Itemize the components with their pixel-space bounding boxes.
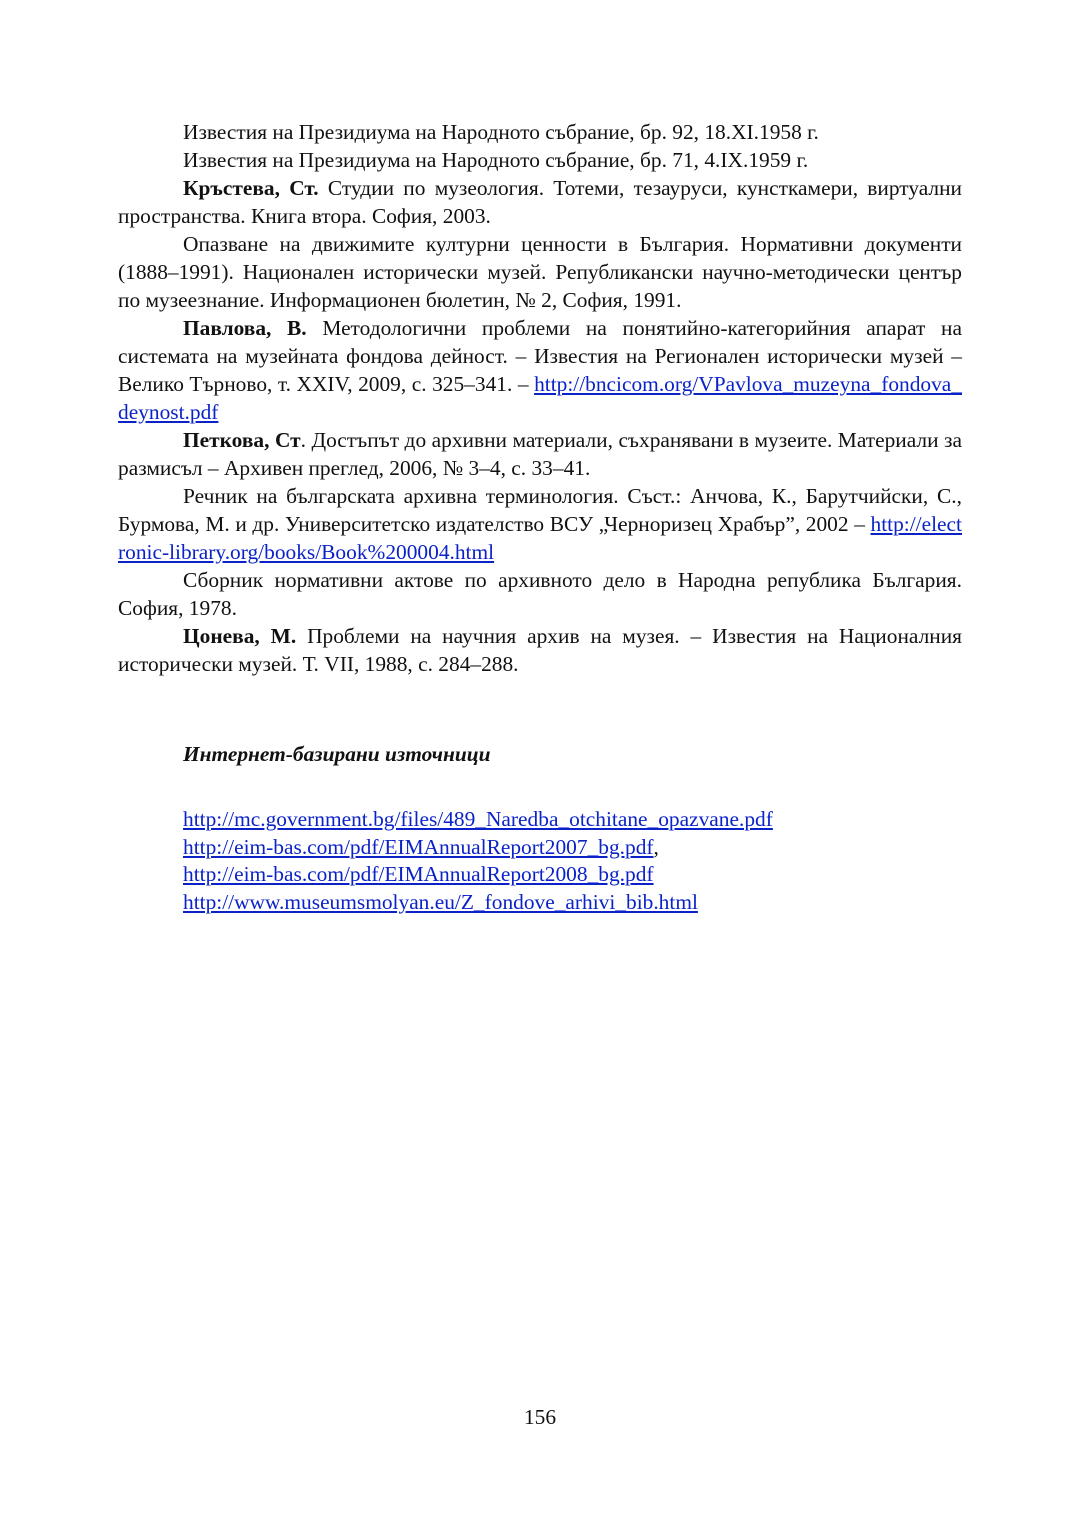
reference-text: Сборник нормативни актове по архивното дело в Народна република България. София, 1978. bbox=[118, 568, 962, 620]
reference-text: Студии по музеология. Тотеми, тезауруси, кунсткамери, виртуални пространства. Книга втора. София, 2003. bbox=[118, 176, 962, 228]
reference-author: Цонева, М. bbox=[183, 624, 297, 648]
reference-text: Речник на българската архивна терминология. Съст.: Анчова, К., Барутчийски, С., Бурмова, М. и др. Университетско издателство ВСУ „Черноризец Храбър”, 2002 – bbox=[118, 484, 962, 536]
reference-entry bbox=[118, 118, 962, 146]
list-item bbox=[183, 834, 962, 862]
list-item bbox=[183, 889, 962, 917]
page-number: 156 bbox=[523, 1405, 557, 1429]
reference-text: Известия на Президиума на Народното събрание, бр. 92, 18.XI.1958 г. bbox=[183, 120, 819, 144]
list-item bbox=[183, 806, 962, 834]
source-link[interactable]: http://www.museumsmolyan.eu/Z_fondove_arhivi_bib.html bbox=[183, 889, 698, 914]
reference-author: Кръстева, Ст. bbox=[183, 176, 319, 200]
list-item bbox=[183, 861, 962, 889]
reference-text: Известия на Президиума на Народното събрание, бр. 71, 4.IX.1959 г. bbox=[183, 148, 809, 172]
reference-author: Павлова, В. bbox=[183, 316, 307, 340]
reference-text: Опазване на движимите културни ценности в България. Нормативни документи (1888–1991). Национален исторически музей. Републикански научно-методически център по музеезнание. Информационен бюлетин, № 2, София, 1991. bbox=[118, 232, 962, 312]
reference-entry bbox=[118, 426, 962, 482]
reference-text: Проблеми на научния архив на музея. – Известия на Националния исторически музей. Т. VII, 1988, с. 284–288. bbox=[118, 624, 962, 676]
reference-text: . Достъпът до архивни материали, съхранявани в музеите. Материали за размисъл – Архивен преглед, 2006, № 3–4, с. 33–41. bbox=[118, 428, 962, 480]
link-suffix: , bbox=[653, 834, 659, 859]
reference-entry bbox=[118, 314, 962, 426]
reference-link[interactable]: http://electronic-library.org/books/Book%200004.html bbox=[118, 512, 962, 564]
source-link[interactable]: http://eim-bas.com/pdf/EIMAnnualReport2007_bg.pdf bbox=[183, 834, 654, 859]
reference-entry bbox=[118, 174, 962, 230]
source-link[interactable]: http://mc.government.bg/files/489_Naredba_otchitane_opazvane.pdf bbox=[183, 807, 773, 831]
document-body bbox=[118, 118, 962, 916]
source-link[interactable]: http://eim-bas.com/pdf/EIMAnnualReport2008_bg.pdf bbox=[183, 862, 654, 887]
reference-entry bbox=[118, 146, 962, 174]
reference-entry bbox=[118, 230, 962, 314]
reference-entry bbox=[118, 622, 962, 678]
reference-entry bbox=[118, 482, 962, 566]
reference-author: Петкова, Ст bbox=[183, 428, 301, 452]
section-heading: Интернет-базирани източници bbox=[183, 742, 491, 766]
reference-link[interactable]: http://bncicom.org/VPavlova_muzeyna_fondova_deynost.pdf bbox=[118, 372, 962, 424]
reference-text: Методологични проблеми на понятийно-категорийния апарат на системата на музейната фондова дейност. – Известия на Регионален исторически музей – Велико Търново, т. XXIV, 2009, с. 325–341. – bbox=[118, 316, 962, 396]
reference-entry bbox=[118, 566, 962, 622]
internet-sources-list bbox=[183, 806, 962, 916]
